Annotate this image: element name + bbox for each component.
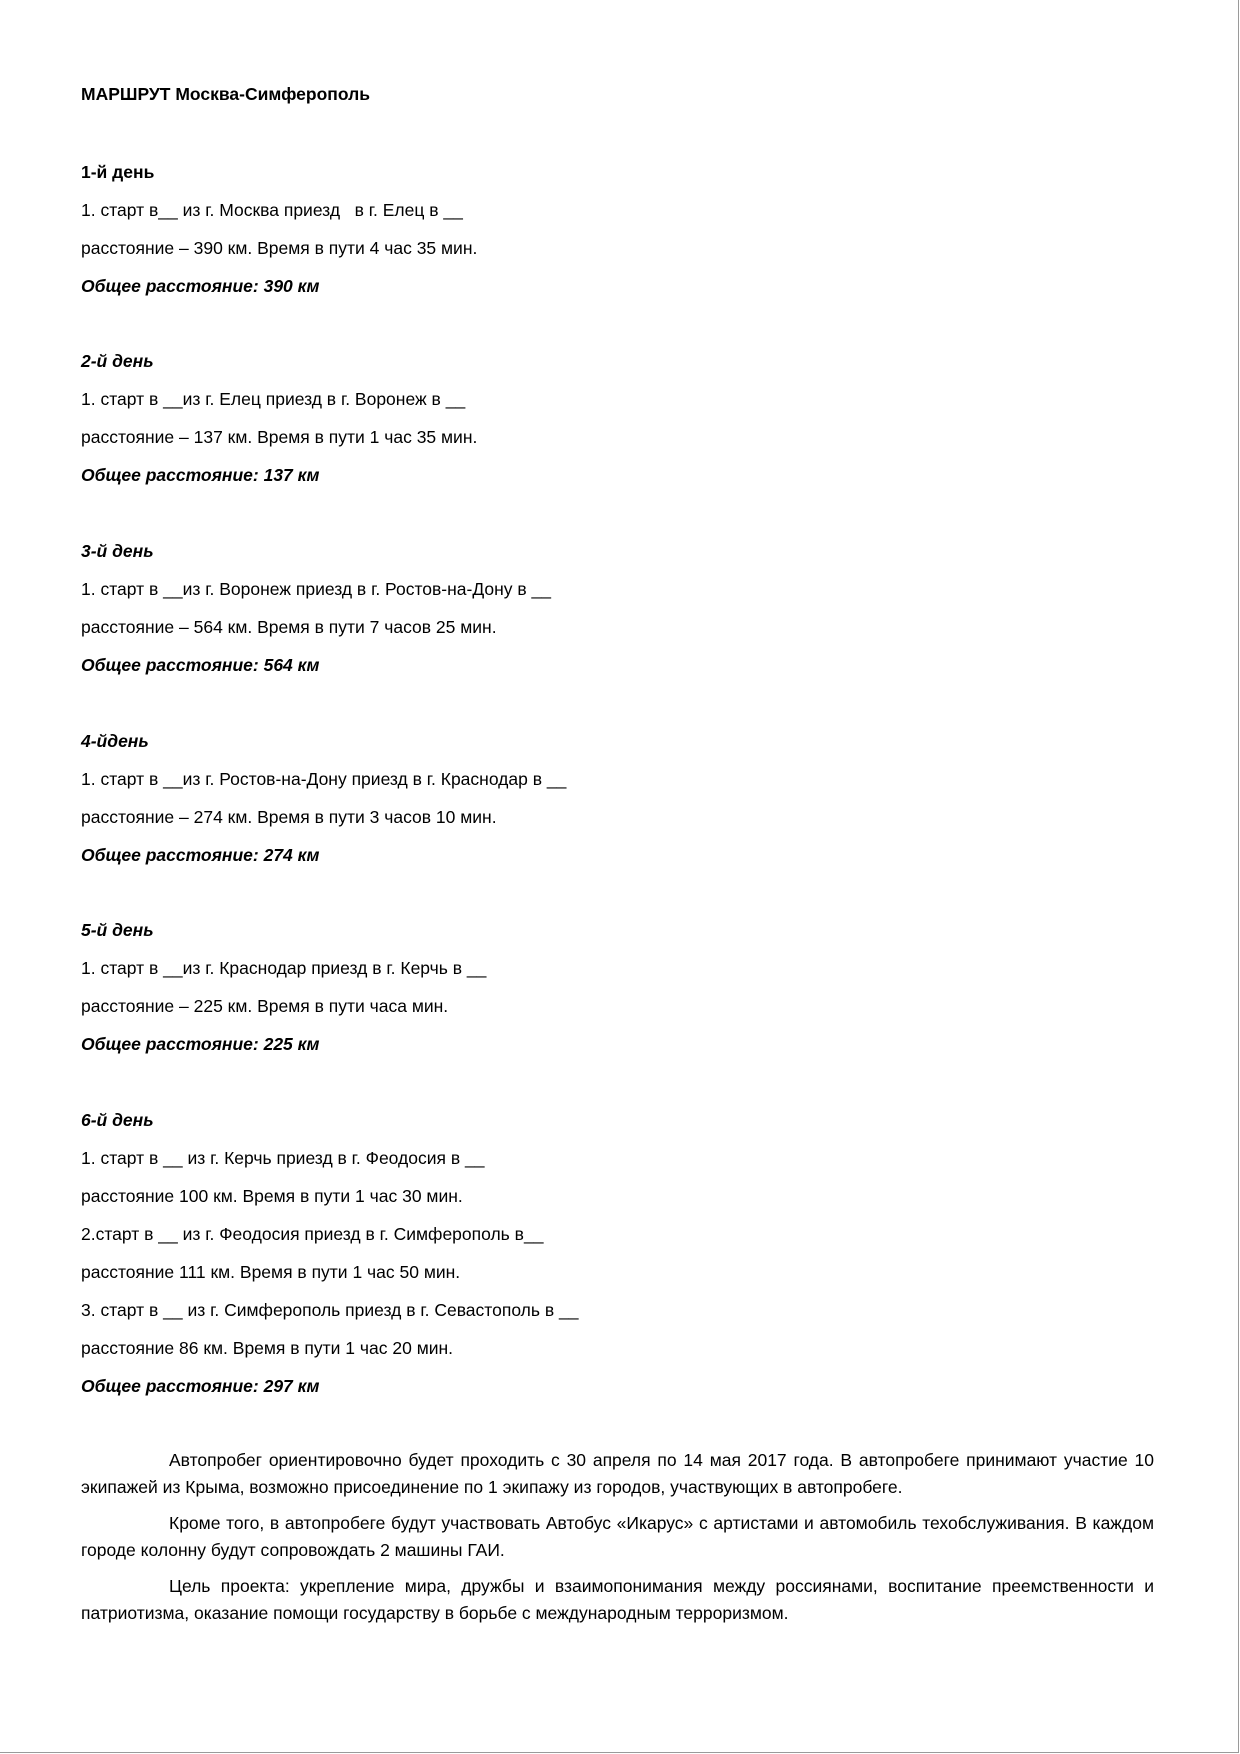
day-6-line-3: 2.старт в __ из г. Феодосия приезд в г. Симферополь в__ [81,1224,544,1244]
day-4-line-1: 1. старт в __из г. Ростов-на-Дону приезд в г. Краснодар в __ [81,769,567,789]
document-title: МАРШРУТ Москва-Симферополь [81,84,370,104]
day-3-heading: 3-й день [81,541,154,561]
day-1-line-1: 1. старт в__ из г. Москва приезд в г. Елец в __ [81,200,463,220]
day-4-line-2: расстояние – 274 км. Время в пути 3 часов 10 мин. [81,807,497,827]
day-1-heading: 1-й день [81,162,155,182]
day-1-total: Общее расстояние: 390 км [81,276,320,296]
day-5-heading: 5-й день [81,920,154,940]
day-2-total: Общее расстояние: 137 км [81,465,320,485]
paragraph-dates: Автопробег ориентировочно будет проходить с 30 апреля по 14 мая 2017 года. В автопробеге принимают участие 10 экипажей из Крыма, возможно присоединение по 1 экипажу из городов, участвующих в автопробеге. [81,1450,1154,1497]
paragraph-goal: Цель проекта: укрепление мира, дружбы и взаимопонимания между россиянами, воспитание преемственности и патриотизма, оказание помощи государству в борьбе с международным терроризмом. [81,1576,1154,1623]
day-5-total: Общее расстояние: 225 км [81,1034,320,1054]
day-2-line-2: расстояние – 137 км. Время в пути 1 час 35 мин. [81,427,478,447]
day-1-line-2: расстояние – 390 км. Время в пути 4 час 35 мин. [81,238,478,258]
day-2-line-1: 1. старт в __из г. Елец приезд в г. Воронеж в __ [81,389,466,409]
day-3-line-1: 1. старт в __из г. Воронеж приезд в г. Ростов-на-Дону в __ [81,579,552,599]
day-5-line-1: 1. старт в __из г. Краснодар приезд в г. Керчь в __ [81,958,487,978]
day-4-heading: 4-йдень [81,731,149,751]
day-6-heading: 6-й день [81,1110,154,1130]
day-6-line-5: 3. старт в __ из г. Симферополь приезд в г. Севастополь в __ [81,1300,579,1320]
day-6-line-1: 1. старт в __ из г. Керчь приезд в г. Феодосия в __ [81,1148,485,1168]
day-5-line-2: расстояние – 225 км. Время в пути часа мин. [81,996,449,1016]
day-6-line-4: расстояние 111 км. Время в пути 1 час 50 мин. [81,1262,461,1282]
day-3-line-2: расстояние – 564 км. Время в пути 7 часов 25 мин. [81,617,497,637]
day-6-line-2: расстояние 100 км. Время в пути 1 час 30 мин. [81,1186,463,1206]
day-4-total: Общее расстояние: 274 км [81,845,320,865]
day-2-heading: 2-й день [81,351,154,371]
day-3-total: Общее расстояние: 564 км [81,655,320,675]
day-6-total: Общее расстояние: 297 км [81,1376,320,1396]
paragraph-participants: Кроме того, в автопробеге будут участвовать Автобус «Икарус» с артистами и автомобиль техобслуживания. В каждом городе колонну будут сопровождать 2 машины ГАИ. [81,1513,1154,1560]
day-6-line-6: расстояние 86 км. Время в пути 1 час 20 мин. [81,1338,454,1358]
